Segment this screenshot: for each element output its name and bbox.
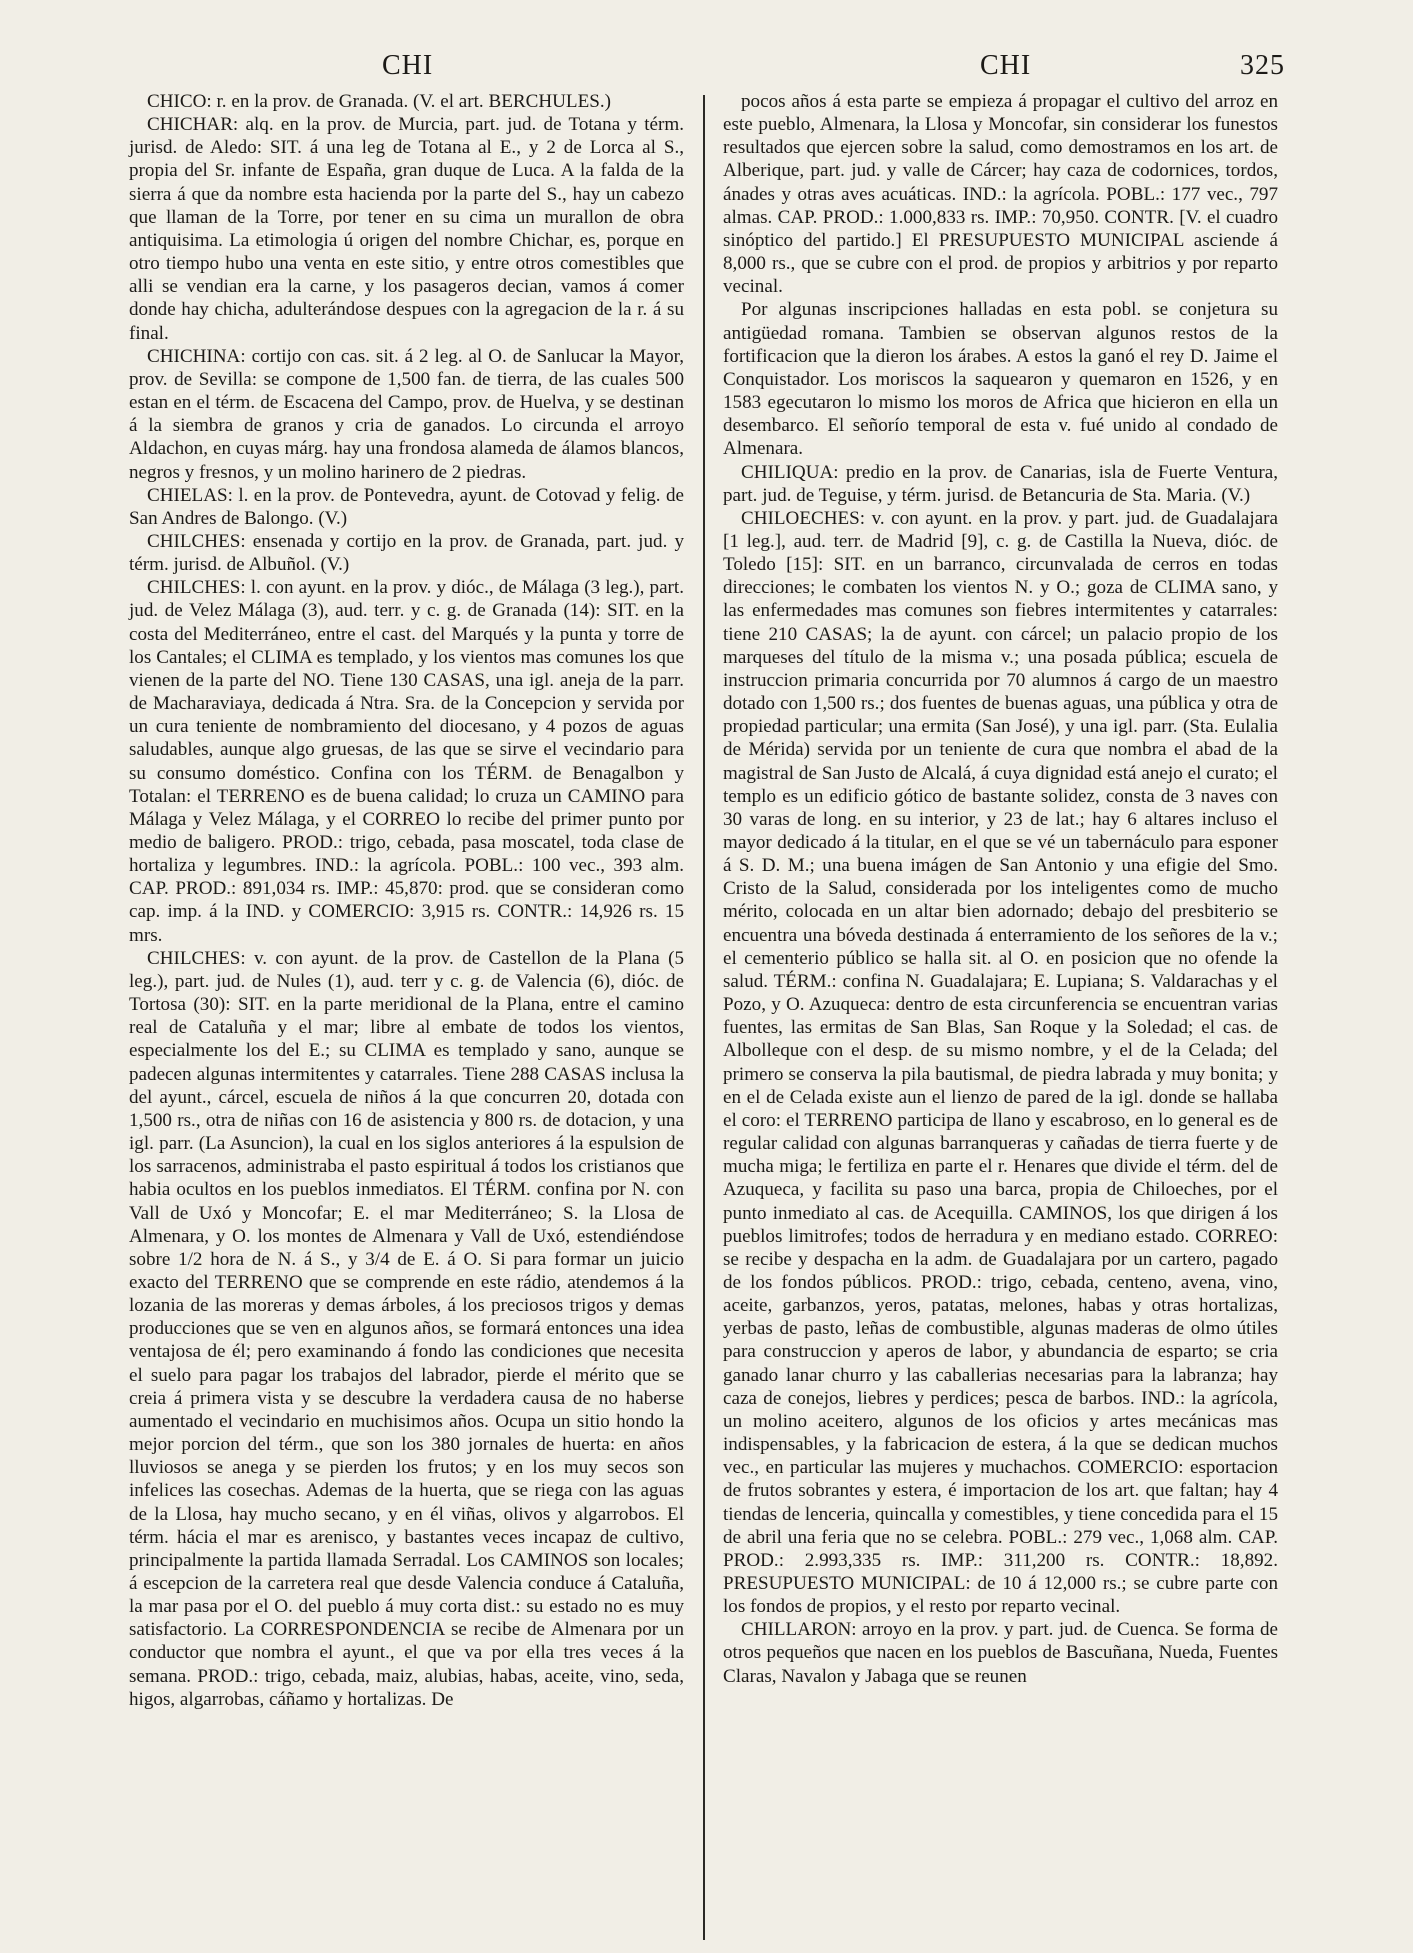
- entry-chillaron: CHILLARON: arroyo en la prov. y part. jud. de Cuenca. Se forma de otros pequeños que nacen en los pueblos de Bascuñana, Nueda, Fuentes Claras, Navalon y Jabaga que se reunen: [723, 1619, 1278, 1687]
- entry-chico: CHICO: r. en la prov. de Granada. (V. el art. BERCHULES.): [147, 91, 611, 112]
- entry-chilches-history: Por algunas inscripciones halladas en esta pobl. se conjetura su antigüedad romana. Tambien se observan algunos restos de la fortificacion que la dieron los árabes. A estos la ganó el rey D. Jaime el Conquistador. Los moriscos la saquearon y quemaron en 1526, y en 1583 egecutaron lo mismo los moros de Africa que hicieron en ella un desembarco. El señorío temporal de esta v. fué unido al condado de Almenara.: [723, 299, 1278, 460]
- entry-chilches-granada: CHILCHES: ensenada y cortijo en la prov. de Granada, part. jud. y térm. jurisd. de Albuñol. (V.): [129, 530, 684, 576]
- entry-chiliqua: CHILIQUA: predio en la prov. de Canarias, isla de Fuerte Ventura, part. jud. de Teguise, y térm. jurisd. de Betancuria de Sta. Maria. (V.): [723, 461, 1278, 506]
- entry-chichina: CHICHINA: cortijo con cas. sit. á 2 leg. al O. de Sanlucar la Mayor, prov. de Sevilla: se compone de 1,500 fan. de tierra, de las cuales 500 estan en el térm. de Escacena del Campo, prov. de Huelva, y se destinan á la siembra de granos y cria de ganados. Lo circunda el arroyo Aldachon, en cuyas márg. hay una frondosa alameda de álamos blancos, negros y fresnos, y un molino harinero de 2 piedras.: [129, 345, 684, 483]
- right-column: [723, 90, 1278, 1688]
- entry-chielas: CHIELAS: l. en la prov. de Pontevedra, ayunt. de Cotovad y felig. de San Andres de Balongo. (V.): [129, 484, 684, 529]
- entry-chilches-malaga: CHILCHES: l. con ayunt. en la prov. y dióc., de Málaga (3 leg.), part. jud. de Velez Málaga (3), aud. terr. y c. g. de Granada (14): SIT. en la costa del Mediterráneo, entre el cast. del Marqués y la punta y torre de los Cantales; el CLIMA es templado, y los vientos mas comunes los que vienen de la parte del NO. Tiene 130 CASAS, una igl. aneja de la parr. de Macharaviaya, dedicada á Ntra. Sra. de la Concepcion y servida por un cura teniente de nombramiento del diocesano, y 4 pozos de aguas saludables, aunque algo gruesas, de las que se sirve el vecindario para su consumo doméstico. Confina con los TÉRM. de Benagalbon y Totalan: el TERRENO es de buena calidad; lo cruza un CAMINO para Málaga y Velez Málaga, y el CORREO lo recibe del primer punto por medio de baligero. PROD.: trigo, cebada, pasa moscatel, toda clase de hortaliza y legumbres. IND.: la agrícola. POBL.: 100 vec., 393 alm. CAP. PROD.: 891,034 rs. IMP.: 45,870: prod. que se consideran como cap. imp. á la IND. y COMERCIO: 3,915 rs. CONTR.: 14,926 rs. 15 mrs.: [129, 577, 684, 946]
- column-divider: [703, 95, 705, 1940]
- running-head-left: CHI: [382, 50, 434, 81]
- entry-chichar: CHICHAR: alq. en la prov. de Murcia, part. jud. de Totana y térm. jurisd. de Aledo: SIT. á una leg de Totana al E., y 2 de Lorca al S., propia del Sr. infante de España, gran duque de Luca. A la falda de la sierra á que da nombre esta hacienda por la parte del S., hay un cabezo que llaman de la Torre, por tener en su cima un murallon de obra antiquisima. La etimologia ú origen del nombre Chichar, es, porque en otro tiempo hubo una venta en este sitio, y entre otros comestibles que alli se vendian era la carne, y los pasageros decian, vamos á comer donde hay chicha, adulterándose despues con la agregacion de la r. á su final.: [129, 114, 684, 344]
- left-column: [129, 90, 684, 1711]
- entry-chiloeches: CHILOECHES: v. con ayunt. en la prov. y part. jud. de Guadalajara [1 leg.], aud. terr. de Madrid [9], c. g. de Castilla la Nueva, dióc. de Toledo [15]: SIT. en un barranco, circunvalada de cerros en todas direcciones; le combaten los vientos N. y O.; goza de CLIMA sano, y las enfermedades mas comunes son fiebres intermitentes y catarrales: tiene 210 CASAS; la de ayunt. con cárcel; un palacio propio de los marqueses del título de la misma v.; una posada pública; escuela de instruccion primaria concurrida por 70 alumnos á cargo de un maestro dotado con 1,500 rs.; dos fuentes de buenas aguas, una pública y otra de propiedad particular; una ermita (San José), y una igl. parr. (Sta. Eulalia de Mérida) servida por un teniente de cura que nombra el abad de la magistral de San Justo de Alcalá, á cuya dignidad está anejo el curato; el templo es un edificio gótico de bastante solidez, consta de 3 naves con 30 varas de long. en su interior, y 23 de lat.; hay 6 altares incluso el mayor dedicado á la titular, en el que se vé un tabernáculo para esponer á S. D. M.; una buena imágen de San Antonio y una efigie del Smo. Cristo de la Salud, considerada por los inteligentes como de mucho mérito, colocada en un altar bien adornado; debajo del presbiterio se encuentra una bóveda destinada á enterramiento de los señores de la v.; el cementerio público se halla sit. al O. en posicion que no ofende la salud. TÉRM.: confina N. Guadalajara; E. Lupiana; S. Valdarachas y el Pozo, y O. Azuqueca: dentro de esta circunferencia se encuentran varias fuentes, las ermitas de San Blas, San Roque y la Soledad; el cas. de Albolleque con el desp. de su mismo nombre, y el de la Celada; del primero se conserva la pila bautismal, de piedra labrada y muy bonita; y en el de Celada existe aun el lienzo de pared de la igl. donde se hallaba el coro: el TERRENO participa de llano y escabroso, en lo general es de regular calidad con algunas barranqueras y cañadas de tierra fuerte y de mucha miga; le fertiliza en parte el r. Henares que divide el térm. del de Azuqueca, y facilita su paso una barca, propia de Chiloeches, por el punto inmediato al cas. de Acequilla. CAMINOS, los que dirigen á los pueblos limitrofes; todos de herradura y en mediano estado. CORREO: se recibe y despacha en la adm. de Guadalajara por un cartero, pagado de los fondos públicos. PROD.: trigo, cebada, centeno, avena, vino, aceite, garbanzos, yeros, patatas, melones, habas y otras hortalizas, yerbas de pasto, leñas de combustible, algunas maderas de olmo útiles para construccion y aperos de labor, y abundancia de esparto; se cria ganado lanar churro y las caballerias necesarias para la labranza; hay caza de conejos, liebres y perdices; pesca de barbos. IND.: la agrícola, un molino aceitero, algunos de los oficios y artes mecánicas mas indispensables, y la fabricacion de estera, á la que se dedican muchos vec., en particular las mujeres y muchachos. COMERCIO: esportacion de frutos sobrantes y estera, é importacion de los art. que faltan; hay 4 tiendas de lenceria, quincalla y comestibles, y tiene concedida para el 15 de abril una feria que no se celebra. POBL.: 279 vec., 1,068 alm. CAP. PROD.: 2.993,335 rs. IMP.: 311,200 rs. CONTR.: 18,892. PRESUPUESTO MUNICIPAL: de 10 á 12,000 rs.; se cubre parte con los fondos de propios, y el resto por reparto vecinal.: [723, 507, 1278, 1618]
- entry-chilches-continued: pocos años á esta parte se empieza á propagar el cultivo del arroz en este pueblo, Almenara, la Llosa y Moncofar, sin considerar los funestos resultados que ejercen sobre la salud, como demostramos en los art. de Alberique, part. jud. y valle de Cárcer; hay caza de codornices, tordos, ánades y otras aves acuáticas. IND.: la agrícola. POBL.: 177 vec., 797 almas. CAP. PROD.: 1.000,833 rs. IMP.: 70,950. CONTR. [V. el cuadro sinóptico del partido.] El PRESUPUESTO MUNICIPAL asciende á 8,000 rs., que se cubre con el prod. de propios y arbitrios y por reparto vecinal.: [723, 91, 1278, 298]
- page-number: 325: [1240, 50, 1285, 81]
- running-head-right: CHI: [980, 50, 1032, 81]
- entry-chilches-castellon: CHILCHES: v. con ayunt. de la prov. de Castellon de la Plana (5 leg.), part. jud. de Nules (1), aud. terr y c. g. de Valencia (6), dióc. de Tortosa (30): SIT. en la parte meridional de la Plana, entre el camino real de Cataluña y el mar; libre al embate de todos los vientos, especialmente los del E.; su CLIMA es templado y sano, aunque se padecen algunas intermitentes y catarrales. Tiene 288 CASAS inclusa la del ayunt., cárcel, escuela de niños á la que concurren 20, dotada con 1,500 rs., otra de niñas con 16 de asistencia y 800 rs. de dotacion, y una igl. parr. (La Asuncion), la cual en los siglos anteriores á la espulsion de los sarracenos, administraba el pasto espiritual á todos los cristianos que habia ocultos en los pueblos inmediatos. El TÉRM. confina por N. con Vall de Uxó y Moncofar; E. el mar Mediterráneo; S. la Llosa de Almenara, y O. los montes de Almenara y Vall de Uxó, estendiéndose sobre 1/2 hora de N. á S., y 3/4 de E. á O. Si para formar un juicio exacto del TERRENO que se comprende en este rádio, atendemos á la lozania de las moreras y demas árboles, á los preciosos trigos y demas producciones que se ven en algunos años, se formará entonces una idea ventajosa de él; pero examinando á fondo las condiciones que necesita el suelo para pagar los trabajos del labrador, pierde el mérito que se creia á primera vista y se descubre la verdadera causa de no haberse aumentado el vecindario en muchisimos años. Ocupa un sitio hondo la mejor porcion del térm., que son los 380 jornales de huerta: en años lluviosos se anega y se pierden los frutos; y en los muy secos son infelices las cosechas. Ademas de la huerta, que se riega con las aguas de la Llosa, hay mucho secano, y en él viñas, olivos y algarrobos. El térm. hácia el mar es arenisco, y bastantes veces incapaz de cultivo, principalmente la partida llamada Serradal. Los CAMINOS son locales; á escepcion de la carretera real que desde Valencia conduce á Cataluña, la mar pasa por el O. del pueblo á muy corta dist.: su estado no es muy satisfactorio. La CORRESPONDENCIA se recibe de Almenara por un conductor que nombra el ayunt., el que va por ella tres veces á la semana. PROD.: trigo, cebada, maiz, alubias, habas, aceite, vino, seda, higos, algarrobas, cáñamo y hortalizas. De: [129, 947, 684, 1710]
